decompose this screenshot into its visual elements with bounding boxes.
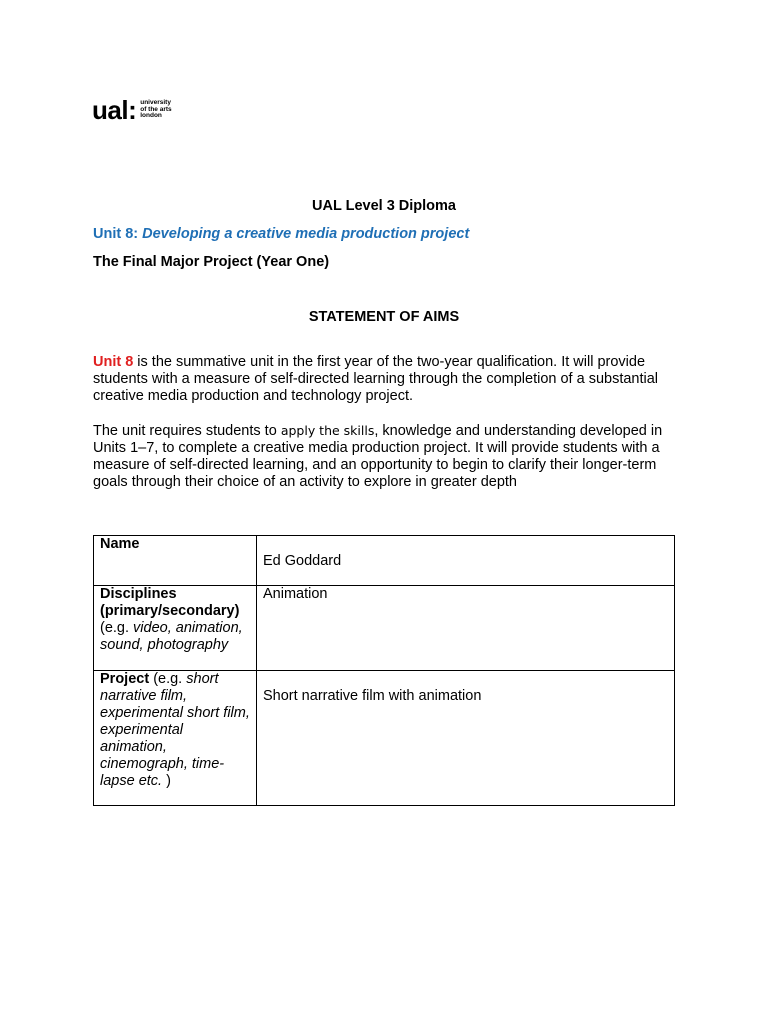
ual-logo bbox=[92, 97, 172, 123]
para2-alt: apply the skills bbox=[280, 423, 375, 438]
project-value: Short narrative film with animation bbox=[263, 688, 482, 704]
logo-wordmark bbox=[140, 100, 171, 120]
section-title: STATEMENT OF AIMS bbox=[308, 309, 460, 325]
project-label: Project bbox=[100, 671, 150, 687]
para2-start: The unit requires students to bbox=[93, 423, 281, 439]
cell-name-value bbox=[257, 536, 675, 586]
cell-disciplines-label bbox=[94, 586, 257, 671]
para1-text: is the summative unit in the first year of the two-year qualification. It will provide students with a measure of self-directed learning through the completion of a substantial creative media production and technology project. bbox=[93, 354, 659, 404]
logo-line-2: of the arts bbox=[140, 105, 172, 113]
unit-prefix: Unit 8: bbox=[93, 226, 139, 242]
disciplines-label: Disciplines (primary/secondary) bbox=[100, 586, 240, 619]
qualification-title: UAL Level 3 Diploma bbox=[312, 198, 456, 214]
project-examples: short narrative film, experimental short film, experimental animation, cinemograph, time-lapse etc. bbox=[100, 671, 250, 789]
unit-ref: Unit 8 bbox=[93, 354, 134, 370]
disciplines-value: Animation bbox=[263, 586, 328, 602]
table-row-name bbox=[94, 536, 675, 586]
intro-paragraph-1 bbox=[93, 354, 683, 405]
cell-disciplines-value bbox=[257, 586, 675, 671]
logo-line-3: london bbox=[140, 112, 162, 120]
aims-table bbox=[93, 535, 675, 806]
project-title: The Final Major Project (Year One) bbox=[93, 254, 330, 270]
unit-title: Developing a creative media production project bbox=[142, 226, 470, 242]
disciplines-eg: (e.g. bbox=[100, 620, 134, 636]
cell-project-value bbox=[257, 671, 675, 806]
project-close: ) bbox=[162, 773, 171, 789]
cell-name-label bbox=[94, 536, 257, 586]
name-label: Name bbox=[100, 536, 140, 552]
logo-line-1: university bbox=[140, 99, 171, 107]
table-row-project bbox=[94, 671, 675, 806]
para2-rest: , knowledge and understanding developed in Units 1–7, to complete a creative media production project. It will provide students with a measure of self-directed learning, and an opportunity to begin to clarify their longer-term goals through their choice of an activity to explore in greater depth bbox=[93, 423, 663, 490]
table-row-disciplines bbox=[94, 586, 675, 671]
name-value: Ed Goddard bbox=[263, 553, 342, 569]
logo-mark: ual: bbox=[92, 95, 137, 125]
unit-heading bbox=[93, 226, 469, 242]
disciplines-examples: video, animation, sound, photography bbox=[100, 620, 243, 653]
intro-paragraph-2 bbox=[93, 422, 683, 491]
project-eg: (e.g. bbox=[149, 671, 187, 687]
cell-project-label bbox=[94, 671, 257, 806]
